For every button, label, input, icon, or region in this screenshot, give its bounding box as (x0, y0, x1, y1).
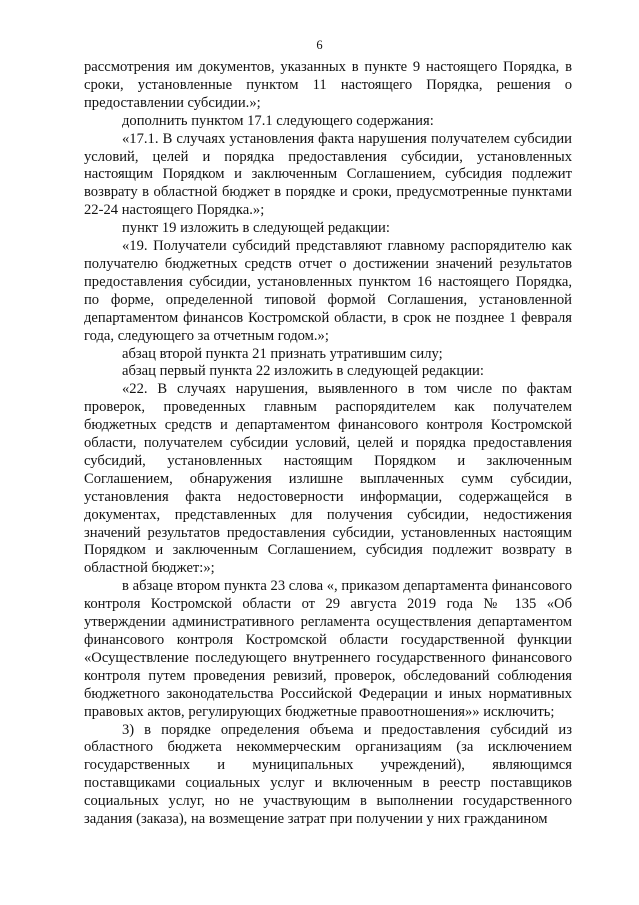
paragraph: «22. В случаях нарушения, выявленного в том числе по фактам проверок, проведенных главным распорядителем как получателем бюджетных средств и департаментом финансового контроля Костромской области, получателем субсидии условий, целей и порядка предоставления субсидий, установленных настоящим Порядком и заключенным Соглашением, обнаружения излишне выплаченных сумм субсидии, установления факта недостоверности информации, содержащейся в документах, представленных для получения субсидии, недостижения значений результатов предоставления субсидии, установленных настоящим Порядком и заключенным Соглашением, субсидия подлежит возврату в областной бюджет:»; (84, 381, 572, 577)
paragraph: абзац первый пункта 22 изложить в следующей редакции: (122, 363, 484, 380)
paragraph: рассмотрения им документов, указанных в пункте 9 настоящего Порядка, в сроки, установленные пунктом 11 настоящего Порядка, решения о предоставлении субсидии.»; (84, 59, 572, 111)
document-body (84, 59, 572, 829)
page-number: 6 (316, 38, 323, 52)
paragraph: пункт 19 изложить в следующей редакции: (122, 220, 390, 237)
paragraph: в абзаце втором пункта 23 слова «, приказом департамента финансового контроля Костромской области от 29 августа 2019 года № 135 «Об утверждении административного регламента осуществления департаментом финансового контроля Костромской области государственной функции «Осуществление последующего внутреннего государственного финансового контроля путем проведения ревизий, проверок, обследований соблюдения бюджетного законодательства Российской Федерации и иных нормативных правовых актов, регулирующих бюджетные правоотношения»» исключить; (84, 578, 572, 720)
paragraph: абзац второй пункта 21 признать утратившим силу; (122, 345, 443, 362)
paragraph: дополнить пунктом 17.1 следующего содержания: (122, 112, 434, 129)
paragraph: 3) в порядке определения объема и предоставления субсидий из областного бюджета некоммерческим организациям (за исключением государственных и муниципальных учреждений), являющимся поставщиками социальных услуг и включенным в реестр поставщиков социальных услуг, но не участвующим в выполнении государственного задания (заказа), на возмещение затрат при получении у них гражданином (84, 721, 572, 828)
paragraph: «17.1. В случаях установления факта нарушения получателем субсидии условий, целей и порядка предоставления субсидии, установленных настоящим Порядком и заключенным Соглашением, субсидия подлежит возврату в областной бюджет в порядке и сроки, предусмотренные пунктами 22-24 настоящего Порядка.»; (84, 130, 572, 219)
paragraph: «19. Получатели субсидий представляют главному распорядителю как получателю бюджетных средств отчет о достижении значений результатов предоставления субсидии, установленных пунктом 16 настоящего Порядка, по форме, определенной типовой формой Соглашения, установленной департаментом финансов Костромской области, в срок не позднее 1 февраля года, следующего за отчетным годом.»; (84, 238, 572, 344)
